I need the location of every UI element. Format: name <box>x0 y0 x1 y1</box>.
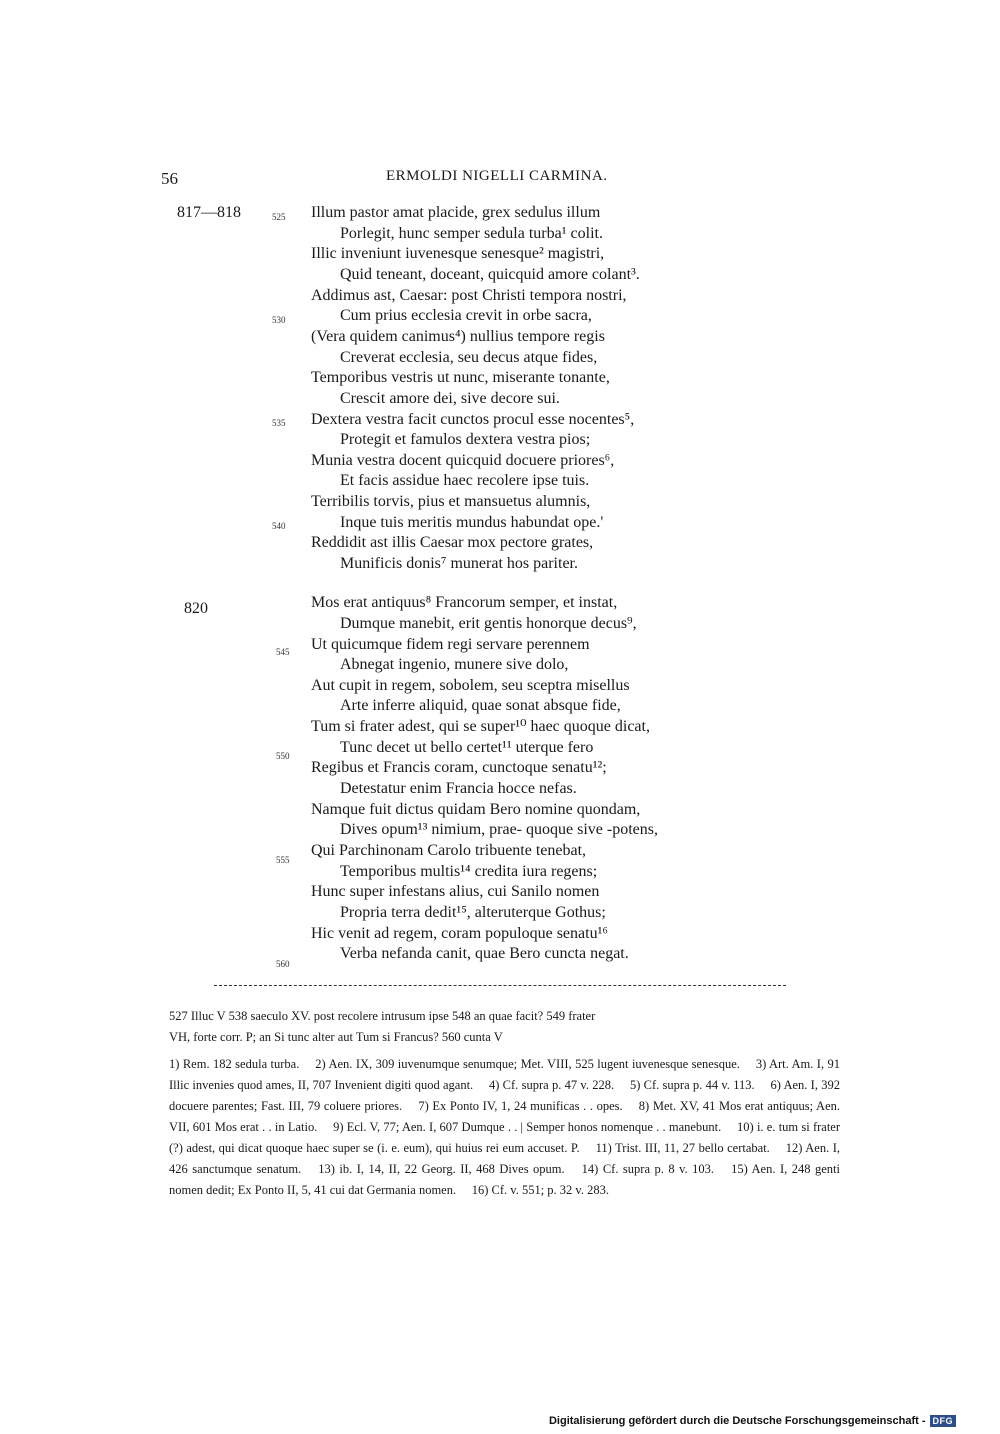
footnote: 16) Cf. v. 551; p. 32 v. 283. <box>471 1183 609 1197</box>
footnote: 15) Aen. I, 248 genti nomen dedit; Ex Ponto II, 5, 41 cui dat Germania nomen. <box>169 1162 840 1197</box>
apparatus-line: VH, forte corr. P; an Si tunc alter aut Tum si Francus? 560 cunta V <box>169 1030 503 1044</box>
verse-line: Verba nefanda canit, quae Bero cuncta negat. <box>340 945 629 963</box>
verse-line: Reddidit ast illis Caesar mox pectore grates, <box>311 534 594 552</box>
line-number: 530 <box>272 315 286 325</box>
line-number: 545 <box>276 647 290 657</box>
verse-line: Tunc decet ut bello certet¹¹ uterque fero <box>340 738 594 756</box>
footnote: 10) i. e. tum si frater (?) adest, qui dicat quoque haec super se (i. e. eum), qui huius rei eum accuset. P. <box>169 1120 841 1155</box>
verse-line: Temporibus multis¹⁴ credita iura regens; <box>340 862 598 880</box>
line-number: 525 <box>272 212 286 222</box>
verse-line: Tum si frater adest, qui se super¹⁰ haec quoque dicat, <box>311 718 650 736</box>
verse-line: Munificis donis⁷ munerat hos pariter. <box>340 555 578 573</box>
verse-line: Namque fuit dictus quidam Bero nomine quondam, <box>311 800 641 818</box>
footnote: 13) ib. I, 14, II, 22 Georg. II, 468 Dives opum. <box>318 1162 565 1176</box>
verse-line: Dives opum¹³ nimium, prae- quoque sive -potens, <box>340 821 658 839</box>
verse-line: Mos erat antiquus⁸ Francorum semper, et instat, <box>311 594 618 612</box>
credit-text: Digitalisierung gefördert durch die Deutsche Forschungsgemeinschaft - <box>548 1415 926 1427</box>
verse-line: Regibus et Francis coram, cunctoque senatu¹²; <box>311 759 607 777</box>
running-head: ERMOLDI NIGELLI CARMINA. <box>386 168 608 184</box>
verse-line: Qui Parchinonam Carolo tribuente tenebat, <box>311 842 587 859</box>
line-number: 560 <box>276 959 290 969</box>
verse-line: Dextera vestra facit cunctos procul esse nocentes⁵, <box>311 410 635 428</box>
verse-line: Porlegit, hunc semper sedula turba¹ colit. <box>340 224 603 242</box>
verse-line: Dumque manebit, erit gentis honorque decus⁹, <box>340 614 637 632</box>
verse-line: Hunc super infestans alius, cui Sanilo nomen <box>311 883 600 901</box>
verse-line: Addimus ast, Caesar: post Christi tempora nostri, <box>311 286 627 304</box>
verse-line: Ut quicumque fidem regi servare perennem <box>311 635 590 653</box>
verse-line: Crescit amore dei, sive decore sui. <box>340 389 560 407</box>
margin-reference: 820 <box>184 600 208 617</box>
footnote: 6) Aen. I, 392 docuere parentes; Fast. III, 79 coluere priores. <box>169 1078 841 1113</box>
dfg-credit <box>549 1415 956 1427</box>
line-number: 555 <box>276 855 290 865</box>
verse-line: Et facis assidue haec recolere ipse tuis. <box>340 472 590 490</box>
dfg-logo: DFG <box>930 1415 957 1427</box>
verse-line: Terribilis torvis, pius et mansuetus alumnis, <box>311 493 591 511</box>
verse-line: Quid teneant, doceant, quicquid amore colant³. <box>340 265 640 283</box>
verse-line: Inque tuis meritis mundus habundat ope.' <box>340 513 604 531</box>
critical-apparatus <box>169 1006 840 1048</box>
verse-line: Protegit et famulos dextera vestra pios; <box>340 431 591 449</box>
footnotes <box>169 1054 840 1201</box>
footnote: 1) Rem. 182 sedula turba. <box>169 1057 300 1071</box>
footnote: 8) Met. XV, 41 Mos erat antiquus; Aen. VII, 601 Mos erat . . in Latio. <box>169 1099 841 1134</box>
verse-line: Propria terra dedit¹⁵, alteruterque Gothus; <box>340 903 606 921</box>
footnote: 11) Trist. III, 11, 27 bello certabat. <box>595 1141 770 1155</box>
verse-line: Arte inferre aliquid, quae sonat absque fide, <box>340 697 621 715</box>
verse-line: Illic inveniunt iuvenesque senesque² magistri, <box>311 245 605 263</box>
verse-line: Hic venit ad regem, coram populoque senatu¹⁶ <box>311 924 608 942</box>
footnote: 5) Cf. supra p. 44 v. 113. <box>629 1078 755 1092</box>
verse-line: Cum prius ecclesia crevit in orbe sacra, <box>340 307 592 325</box>
line-number: 550 <box>276 751 290 761</box>
verse-line: Munia vestra docent quicquid docuere priores⁶, <box>311 451 615 469</box>
apparatus-line: 527 Illuc V 538 saeculo XV. post recolere intrusum ipse 548 an quae facit? 549 frater <box>169 1009 596 1023</box>
footnote: 7) Ex Ponto IV, 1, 24 munificas . . opes. <box>418 1099 623 1113</box>
footnote: 3) Art. Am. I, 91 Illic invenies quod ames, II, 707 Invenient digiti quod agant. <box>169 1057 841 1092</box>
verse-line: Illum pastor amat placide, grex sedulus illum <box>311 204 601 221</box>
line-number: 535 <box>272 418 286 428</box>
verse-line: Aut cupit in regem, sobolem, seu sceptra misellus <box>311 676 630 694</box>
line-number: 540 <box>272 521 286 531</box>
verse-line: Detestatur enim Francia hocce nefas. <box>340 780 577 798</box>
footnote: 14) Cf. supra p. 8 v. 103. <box>581 1162 715 1176</box>
verse-line: (Vera quidem canimus⁴) nullius tempore regis <box>311 327 605 345</box>
page-number: 56 <box>161 169 178 188</box>
footnote-separator <box>214 985 786 986</box>
footnote: 9) Ecl. V, 77; Aen. I, 607 Dumque . . | Semper honos nomenque . . manebunt. <box>333 1120 722 1134</box>
footnote: 4) Cf. supra p. 47 v. 228. <box>488 1078 615 1092</box>
verse-line: Abnegat ingenio, munere sive dolo, <box>340 656 569 674</box>
footnote: 2) Aen. IX, 309 iuvenumque senumque; Met. VIII, 525 lugent iuvenesque senesque. <box>315 1057 740 1071</box>
verse-line: Creverat ecclesia, seu decus atque fides, <box>340 348 598 366</box>
margin-reference: 817—818 <box>177 204 241 221</box>
footnote: 12) Aen. I, 426 sanctumque senatum. <box>169 1141 840 1176</box>
verse-line: Temporibus vestris ut nunc, miserante tonante, <box>311 369 610 387</box>
